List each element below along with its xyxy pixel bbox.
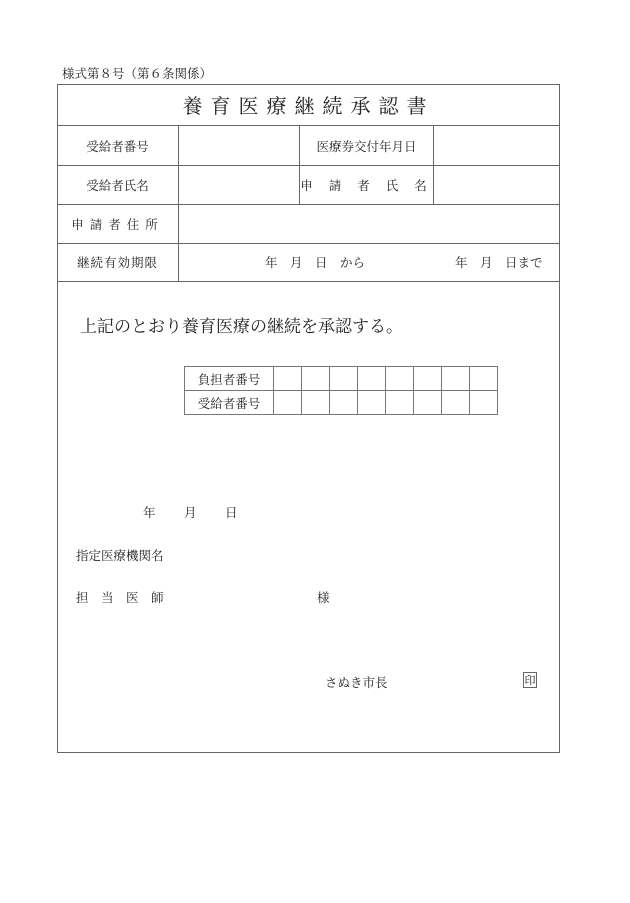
recipient-number-label: 受給者番号 bbox=[185, 391, 274, 415]
document-title: 養育医療継続承認書 bbox=[57, 84, 560, 126]
validity-period-label: 継続有効期限 bbox=[76, 255, 158, 270]
recipient-number-label: 受給者番号 bbox=[86, 138, 149, 154]
table-row bbox=[185, 367, 498, 391]
date-year[interactable]: 年 bbox=[143, 505, 156, 520]
payer-number-label: 負担者番号 bbox=[185, 367, 274, 391]
digit-cell[interactable] bbox=[442, 367, 470, 391]
digit-cell[interactable] bbox=[330, 367, 358, 391]
digit-cell[interactable] bbox=[386, 367, 414, 391]
applicant-address-field[interactable] bbox=[179, 204, 560, 243]
digit-cell[interactable] bbox=[302, 367, 330, 391]
doctor-suffix: 様 bbox=[317, 590, 330, 605]
recipient-number-field[interactable] bbox=[179, 126, 299, 165]
digit-cell[interactable] bbox=[358, 391, 386, 415]
table-row bbox=[185, 391, 498, 415]
number-table bbox=[184, 366, 498, 415]
institution-label: 指定医療機関名 bbox=[76, 548, 164, 563]
ticket-issue-date-field[interactable] bbox=[434, 126, 560, 165]
validity-from[interactable]: 年 月 日 から bbox=[265, 255, 366, 270]
digit-cell[interactable] bbox=[330, 391, 358, 415]
seal-mark: 印 bbox=[524, 674, 536, 687]
digit-cell[interactable] bbox=[414, 367, 442, 391]
applicant-name-field[interactable] bbox=[434, 165, 560, 204]
recipient-name-field[interactable] bbox=[179, 165, 299, 204]
form-number: 様式第８号（第６条関係） bbox=[62, 66, 213, 81]
applicant-name-label: 申 請 者 氏 名 bbox=[300, 177, 433, 193]
recipient-name-label: 受給者氏名 bbox=[86, 177, 149, 193]
ticket-issue-date-label: 医療券交付年月日 bbox=[316, 138, 417, 154]
digit-cell[interactable] bbox=[358, 367, 386, 391]
date-month[interactable]: 月 bbox=[184, 505, 197, 520]
digit-cell[interactable] bbox=[386, 391, 414, 415]
validity-to[interactable]: 年 月 日まで bbox=[455, 255, 543, 270]
doctor-label: 担 当 医 師 bbox=[76, 590, 164, 605]
date-day[interactable]: 日 bbox=[225, 505, 238, 520]
divider bbox=[57, 281, 560, 282]
digit-cell[interactable] bbox=[470, 391, 498, 415]
digit-cell[interactable] bbox=[274, 367, 302, 391]
applicant-address-label: 申請者住所 bbox=[71, 216, 164, 232]
digit-cell[interactable] bbox=[302, 391, 330, 415]
approval-statement: 上記のとおり養育医療の継続を承認する。 bbox=[80, 317, 403, 337]
digit-cell[interactable] bbox=[442, 391, 470, 415]
digit-cell[interactable] bbox=[470, 367, 498, 391]
digit-cell[interactable] bbox=[414, 391, 442, 415]
digit-cell[interactable] bbox=[274, 391, 302, 415]
issuer-name: さぬき市長 bbox=[325, 675, 388, 690]
